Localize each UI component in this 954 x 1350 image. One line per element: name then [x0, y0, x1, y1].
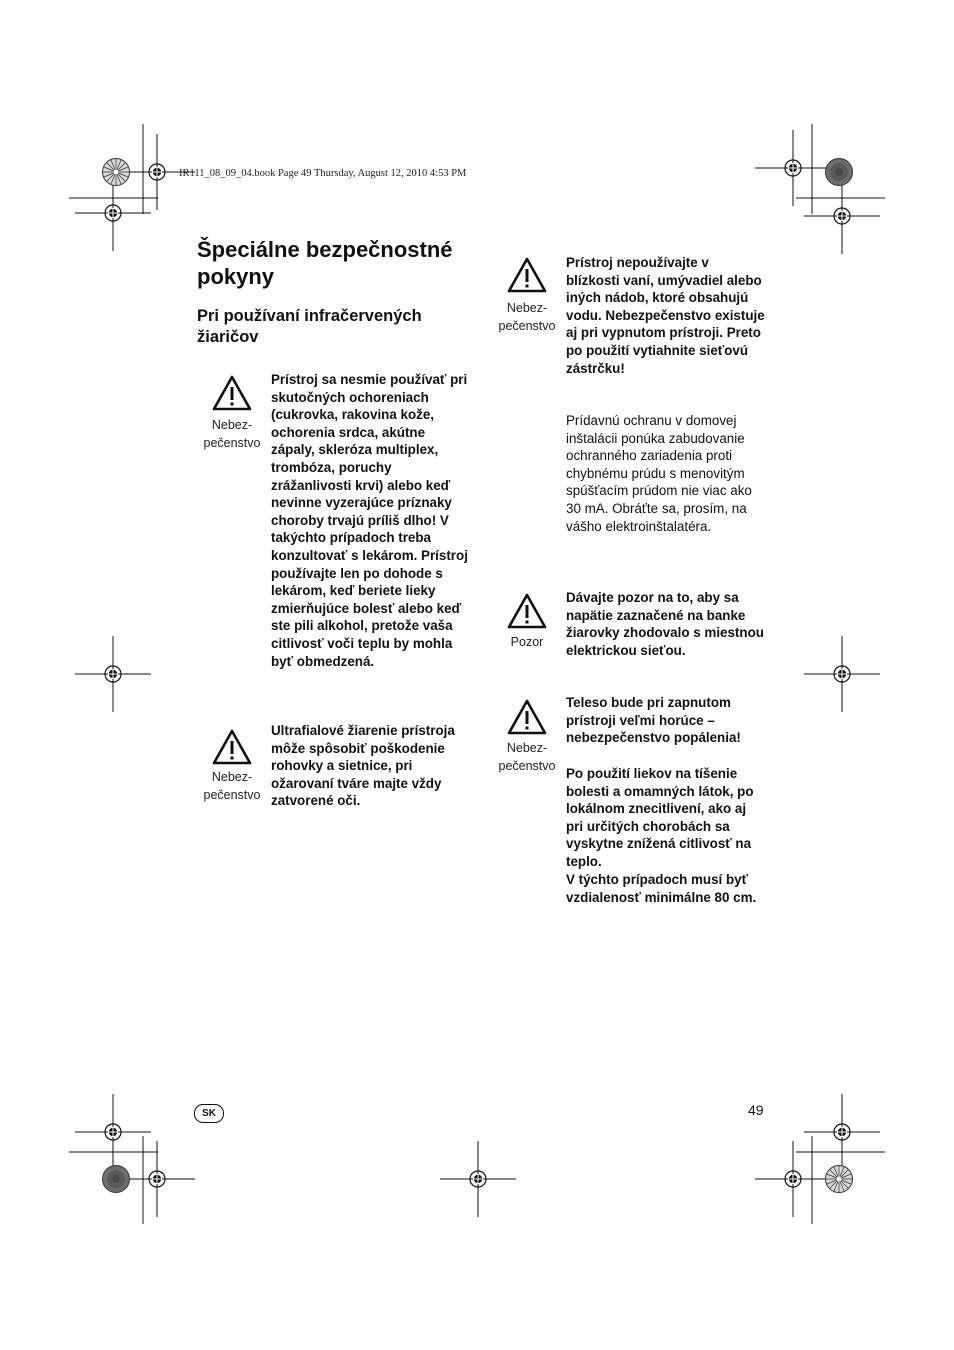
color-wheel-icon [824, 157, 854, 187]
color-wheel-icon [824, 1164, 854, 1194]
warning-text: Ultrafialové žiarenie prístroja môže spôsobiť poškodenie rohovky a sietnice, pri ožarovaní tváre majte vždy zatvorené oči. [271, 723, 455, 809]
print-slug: IR111_08_09_04.book Page 49 Thursday, August 12, 2010 4:53 PM [179, 168, 467, 179]
warning-label-line: pečenstvo [203, 788, 261, 802]
info-text: Prídavnú ochranu v domovej inštalácii ponúka zabudovanie ochranného zariadenia proti chybnému prúdu s menovitým spúšťacím prúdom nie viac ako 30 mA. Obráťte sa, prosím, na vášho elektroinštalatéra. [566, 413, 752, 534]
warning-triangle-icon [212, 374, 252, 412]
warning-block-icon [505, 256, 549, 294]
warning-label-line: pečenstvo [498, 319, 556, 333]
color-wheel-icon [101, 157, 131, 187]
warning-label-line: pečenstvo [498, 759, 556, 773]
warning-label [196, 768, 268, 804]
page-number: 49 [748, 1102, 764, 1118]
page-title: Špeciálne bezpečnostné pokyny [197, 237, 453, 289]
warning-label-line: Nebez- [211, 418, 253, 432]
color-wheel-icon [101, 1164, 131, 1194]
caution-label: Pozor [510, 635, 544, 649]
section-subtitle: Pri používaní infračervených žiaričov [197, 307, 422, 346]
warning-block-icon [210, 728, 254, 766]
warning-text: Po použití liekov na tíšenie bolesti a omamných látok, po lokálnom znecitlivení, ako aj pri určitých chorobách sa vyskytne znížená citlivosť na teplo. [566, 766, 754, 869]
language-badge: SK [194, 1104, 224, 1123]
warning-block-icon [505, 698, 549, 736]
warning-label-line: Nebez- [506, 741, 548, 755]
warning-label [491, 739, 563, 775]
warning-text: Prístroj nepoužívajte v blízkosti vaní, umývadiel alebo iných nádob, ktoré obsahujú vodu. Nebezpečenstvo existuje aj pri vypnutom prístroji. Preto po použití vytiahnite sieťovú zástrčku! [566, 255, 765, 376]
warning-label-line: pečenstvo [203, 436, 261, 450]
warning-triangle-icon [212, 728, 252, 766]
warning-triangle-icon [507, 256, 547, 294]
warning-text: Teleso bude pri zapnutom prístroji veľmi horúce – nebezpečenstvo popálenia! [566, 695, 741, 746]
warning-triangle-icon [507, 698, 547, 736]
caution-text: Dávajte pozor na to, aby sa napätie zaznačené na banke žiarovky zhodovalo s miestnou elektrickou sieťou. [566, 590, 764, 658]
warning-label [196, 416, 268, 452]
warning-label [491, 299, 563, 335]
warning-triangle-icon [507, 592, 547, 630]
warning-label-line: Nebez- [506, 301, 548, 315]
warning-text: Prístroj sa nesmie používať pri skutočných ochoreniach (cukrovka, rakovina kože, ochorenia srdca, akútne zápaly, skleróza multiplex, trombóza, poruchy zrážanlivosti krvi) alebo keď nevinne vyzerajúce príznaky choroby trvajú príliš dlho! V takýchto prípadoch treba konzultovať s lekárom. Prístroj používajte len po dohode s lekárom, keď beriete lieky zmierňujúce bolesť alebo keď ste pili alkohol, pretože vaša citlivosť voči teplu by mohla byť obmedzená. [271, 372, 468, 669]
warning-block-icon [210, 374, 254, 412]
warning-text: V týchto prípadoch musí byť vzdialenosť minimálne 80 cm. [566, 872, 757, 905]
caution-block-icon [505, 592, 549, 630]
warning-label-line: Nebez- [211, 770, 253, 784]
